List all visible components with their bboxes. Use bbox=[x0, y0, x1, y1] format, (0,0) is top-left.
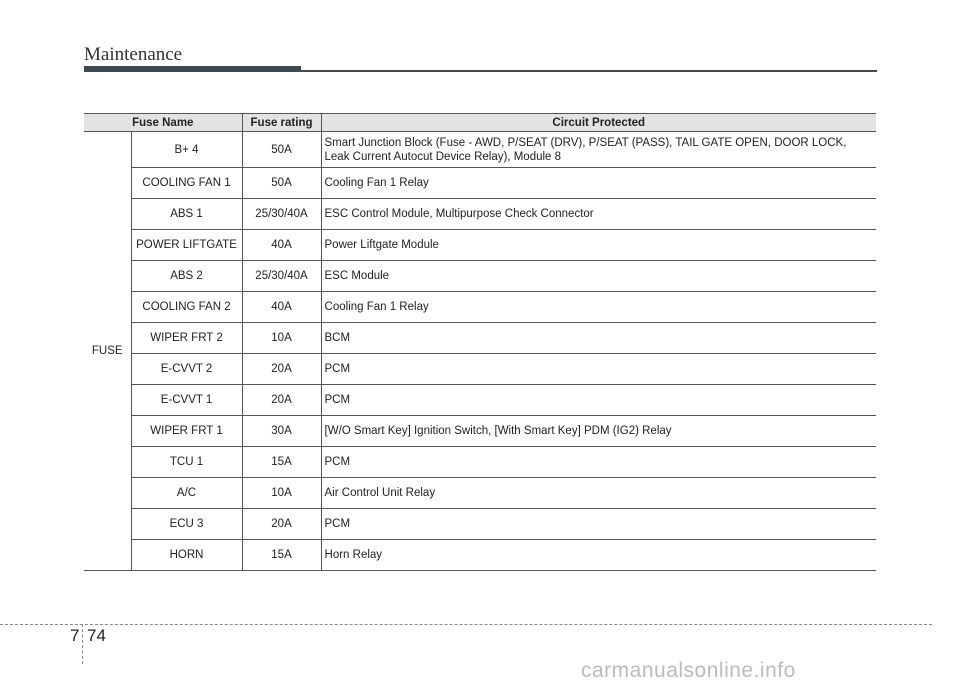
fuse-name-cell: WIPER FRT 1 bbox=[131, 416, 242, 447]
table-row bbox=[84, 261, 876, 292]
footer-divider bbox=[0, 624, 932, 625]
table-row bbox=[84, 292, 876, 323]
circuit-protected-cell: BCM bbox=[321, 323, 876, 354]
fuse-name-cell: POWER LIFTGATE bbox=[131, 230, 242, 261]
fuse-rating-cell: 25/30/40A bbox=[242, 199, 321, 230]
fuse-rating-cell: 10A bbox=[242, 323, 321, 354]
table-row bbox=[84, 385, 876, 416]
fuse-table bbox=[84, 113, 876, 571]
circuit-protected-cell: ESC Module bbox=[321, 261, 876, 292]
table-row bbox=[84, 354, 876, 385]
fuse-rating-cell: 25/30/40A bbox=[242, 261, 321, 292]
table-row bbox=[84, 132, 876, 168]
fuse-name-cell: COOLING FAN 2 bbox=[131, 292, 242, 323]
chapter-number: 7 bbox=[70, 626, 80, 645]
table-row bbox=[84, 447, 876, 478]
circuit-protected-cell: Power Liftgate Module bbox=[321, 230, 876, 261]
fuse-name-cell: COOLING FAN 1 bbox=[131, 168, 242, 199]
fuse-rating-cell: 15A bbox=[242, 447, 321, 478]
table-row bbox=[84, 168, 876, 199]
fuse-name-cell: E-CVVT 1 bbox=[131, 385, 242, 416]
circuit-protected-cell: PCM bbox=[321, 385, 876, 416]
circuit-protected-cell: Cooling Fan 1 Relay bbox=[321, 292, 876, 323]
table-row bbox=[84, 199, 876, 230]
page-number: 74 bbox=[87, 626, 106, 645]
table-row bbox=[84, 323, 876, 354]
fuse-table-body bbox=[84, 132, 876, 571]
fuse-rating-cell: 20A bbox=[242, 385, 321, 416]
fuse-rating-cell: 40A bbox=[242, 292, 321, 323]
fuse-rating-cell: 50A bbox=[242, 132, 321, 168]
header-bar-thin bbox=[301, 70, 877, 72]
fuse-name-cell: HORN bbox=[131, 540, 242, 571]
table-row bbox=[84, 416, 876, 447]
circuit-protected-cell: Smart Junction Block (Fuse - AWD, P/SEAT (DRV), P/SEAT (PASS), TAIL GATE OPEN, DOOR LOCK, Leak Current Autocut Device Relay), Module 8 bbox=[321, 132, 876, 168]
fuse-rating-cell: 20A bbox=[242, 509, 321, 540]
fuse-rating-cell: 40A bbox=[242, 230, 321, 261]
table-header-row bbox=[84, 114, 876, 132]
circuit-protected-cell: Horn Relay bbox=[321, 540, 876, 571]
table-row bbox=[84, 540, 876, 571]
header-circuit-protected: Circuit Protected bbox=[321, 114, 876, 132]
circuit-protected-cell: [W/O Smart Key] Ignition Switch, [With Smart Key] PDM (IG2) Relay bbox=[321, 416, 876, 447]
circuit-protected-cell: Cooling Fan 1 Relay bbox=[321, 168, 876, 199]
circuit-protected-cell: PCM bbox=[321, 509, 876, 540]
table-row bbox=[84, 509, 876, 540]
circuit-protected-cell: ESC Control Module, Multipurpose Check Connector bbox=[321, 199, 876, 230]
fuse-group-label: FUSE bbox=[84, 132, 131, 571]
header-fuse-name: Fuse Name bbox=[84, 114, 242, 132]
fuse-name-cell: E-CVVT 2 bbox=[131, 354, 242, 385]
fuse-rating-cell: 15A bbox=[242, 540, 321, 571]
header-bar-thick bbox=[84, 66, 301, 72]
circuit-protected-cell: PCM bbox=[321, 354, 876, 385]
circuit-protected-cell: Air Control Unit Relay bbox=[321, 478, 876, 509]
table-row bbox=[84, 230, 876, 261]
fuse-rating-cell: 30A bbox=[242, 416, 321, 447]
fuse-name-cell: ECU 3 bbox=[131, 509, 242, 540]
footer-vertical-divider bbox=[82, 624, 83, 664]
fuse-name-cell: B+ 4 bbox=[131, 132, 242, 168]
fuse-name-cell: A/C bbox=[131, 478, 242, 509]
fuse-name-cell: WIPER FRT 2 bbox=[131, 323, 242, 354]
fuse-rating-cell: 50A bbox=[242, 168, 321, 199]
fuse-name-cell: TCU 1 bbox=[131, 447, 242, 478]
fuse-name-cell: ABS 1 bbox=[131, 199, 242, 230]
fuse-rating-cell: 10A bbox=[242, 478, 321, 509]
section-title: Maintenance bbox=[84, 44, 183, 65]
fuse-name-cell: ABS 2 bbox=[131, 261, 242, 292]
table-row bbox=[84, 478, 876, 509]
circuit-protected-cell: PCM bbox=[321, 447, 876, 478]
watermark: carmanualsonline.info bbox=[581, 659, 796, 682]
fuse-rating-cell: 20A bbox=[242, 354, 321, 385]
header-fuse-rating: Fuse rating bbox=[242, 114, 321, 132]
